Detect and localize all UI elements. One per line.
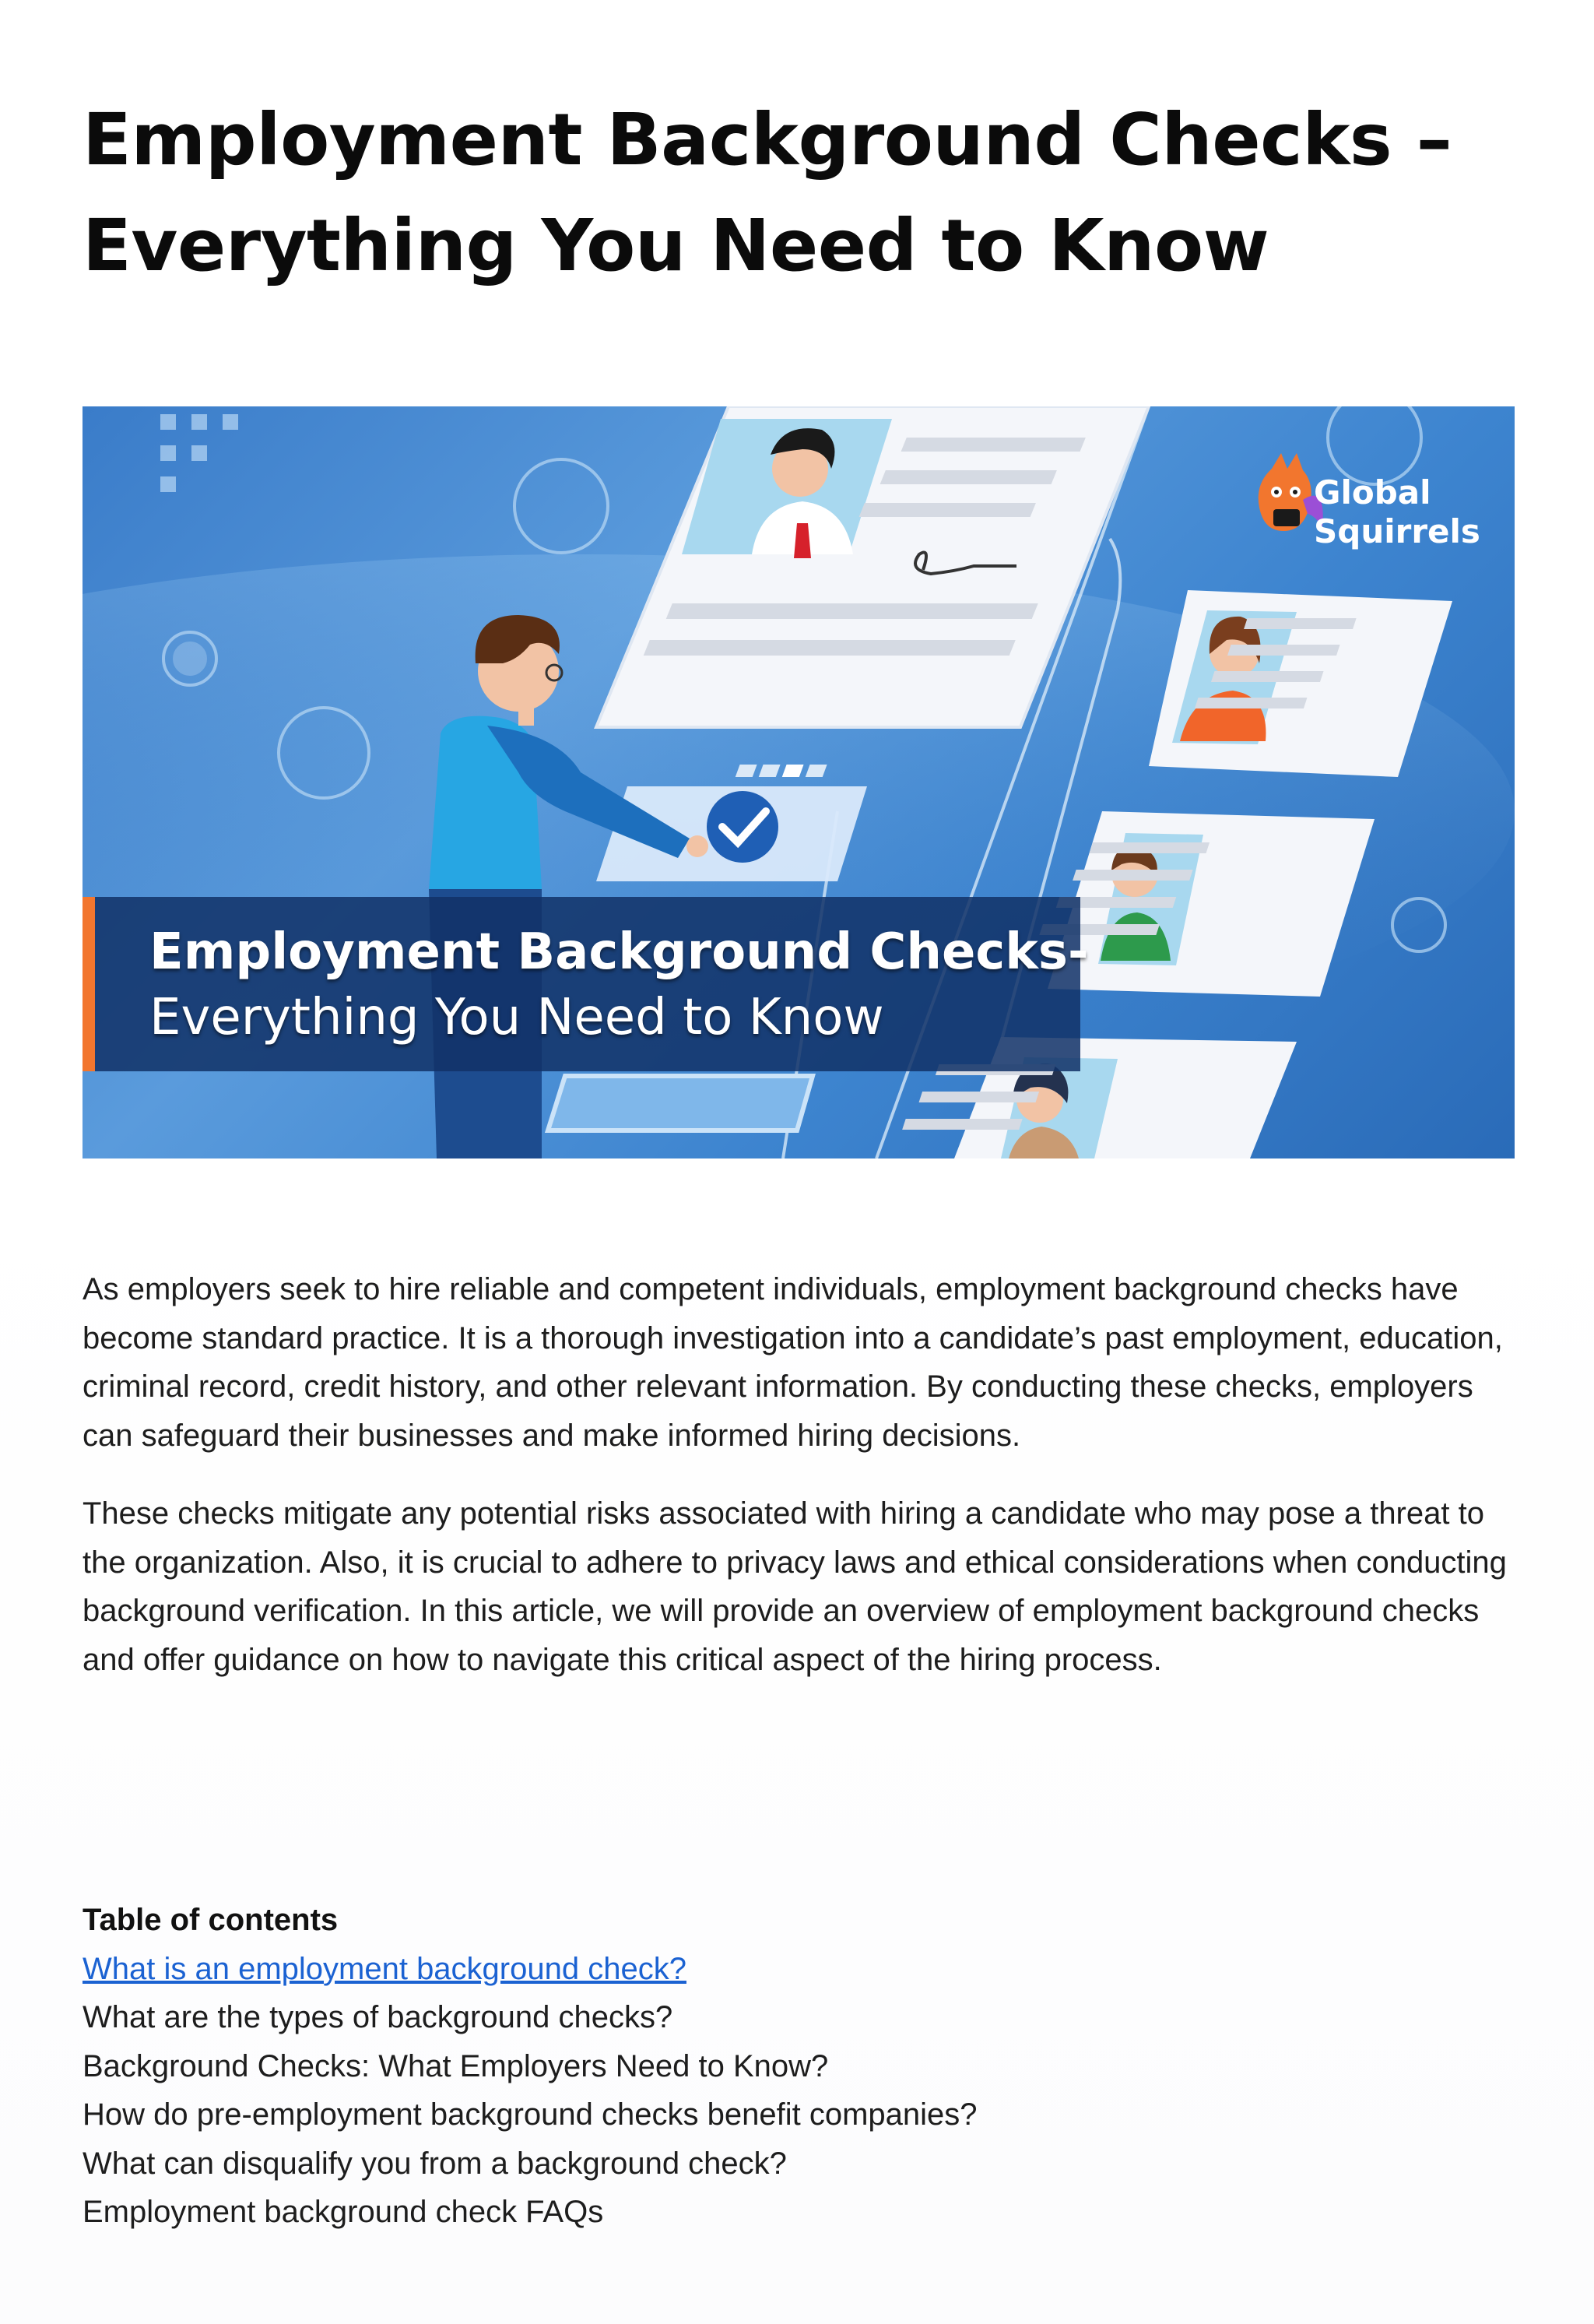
paragraph-overview: These checks mitigate any potential risks associated with hiring a candidate who may pose a threat to the organization. Also, it is crucial to adhere to privacy laws and ethical considerations when conducting background verification. In this article, we will provide an overview of employment background checks and offer guidance on how to navigate this critical aspect of the hiring process. [83,1496,1507,1677]
toc-item-disqualify: What can disqualify you from a background check? [83,2146,787,2181]
brand-name [1314,473,1480,551]
hero-image [83,406,1515,1158]
toc-item-faqs: Employment background check FAQs [83,2195,604,2229]
toc-link-what-is-background-check[interactable]: What is an employment background check? [83,1951,686,1986]
article-body [83,1265,1515,1714]
toc-item-types-of-checks: What are the types of background checks? [83,2000,673,2034]
floor-plate [548,1076,813,1130]
hero-banner-title: Employment Background Checks- [149,923,1089,981]
brand-name-line-1: Global [1314,473,1431,512]
brand-name-line-2: Squirrels [1314,512,1480,550]
decorative-squares [160,414,238,492]
table-of-contents [83,1896,1515,2237]
hero-banner [83,897,1089,1071]
page-title-line-2: Everything You Need to Know [83,204,1269,287]
page-title [83,87,1515,299]
page-title-line-1: Employment Background Checks – [83,98,1452,181]
toc-item-what-employers-need: Background Checks: What Employers Need to Know? [83,2048,829,2083]
brand-logo [1244,456,1480,565]
paragraph-intro: As employers seek to hire reliable and competent individuals, employment background checks have become standard practice. It is a thorough investigation into a candidate’s past employment, education, criminal record, credit history, and other relevant information. By conducting these checks, employers can safeguard their businesses and make informed hiring decisions. [83,1272,1503,1453]
toc-heading: Table of contents [83,1903,339,1937]
toc-item-benefits: How do pre-employment background checks benefit companies? [83,2097,978,2132]
hero-banner-subtitle: Everything You Need to Know [149,989,884,1046]
